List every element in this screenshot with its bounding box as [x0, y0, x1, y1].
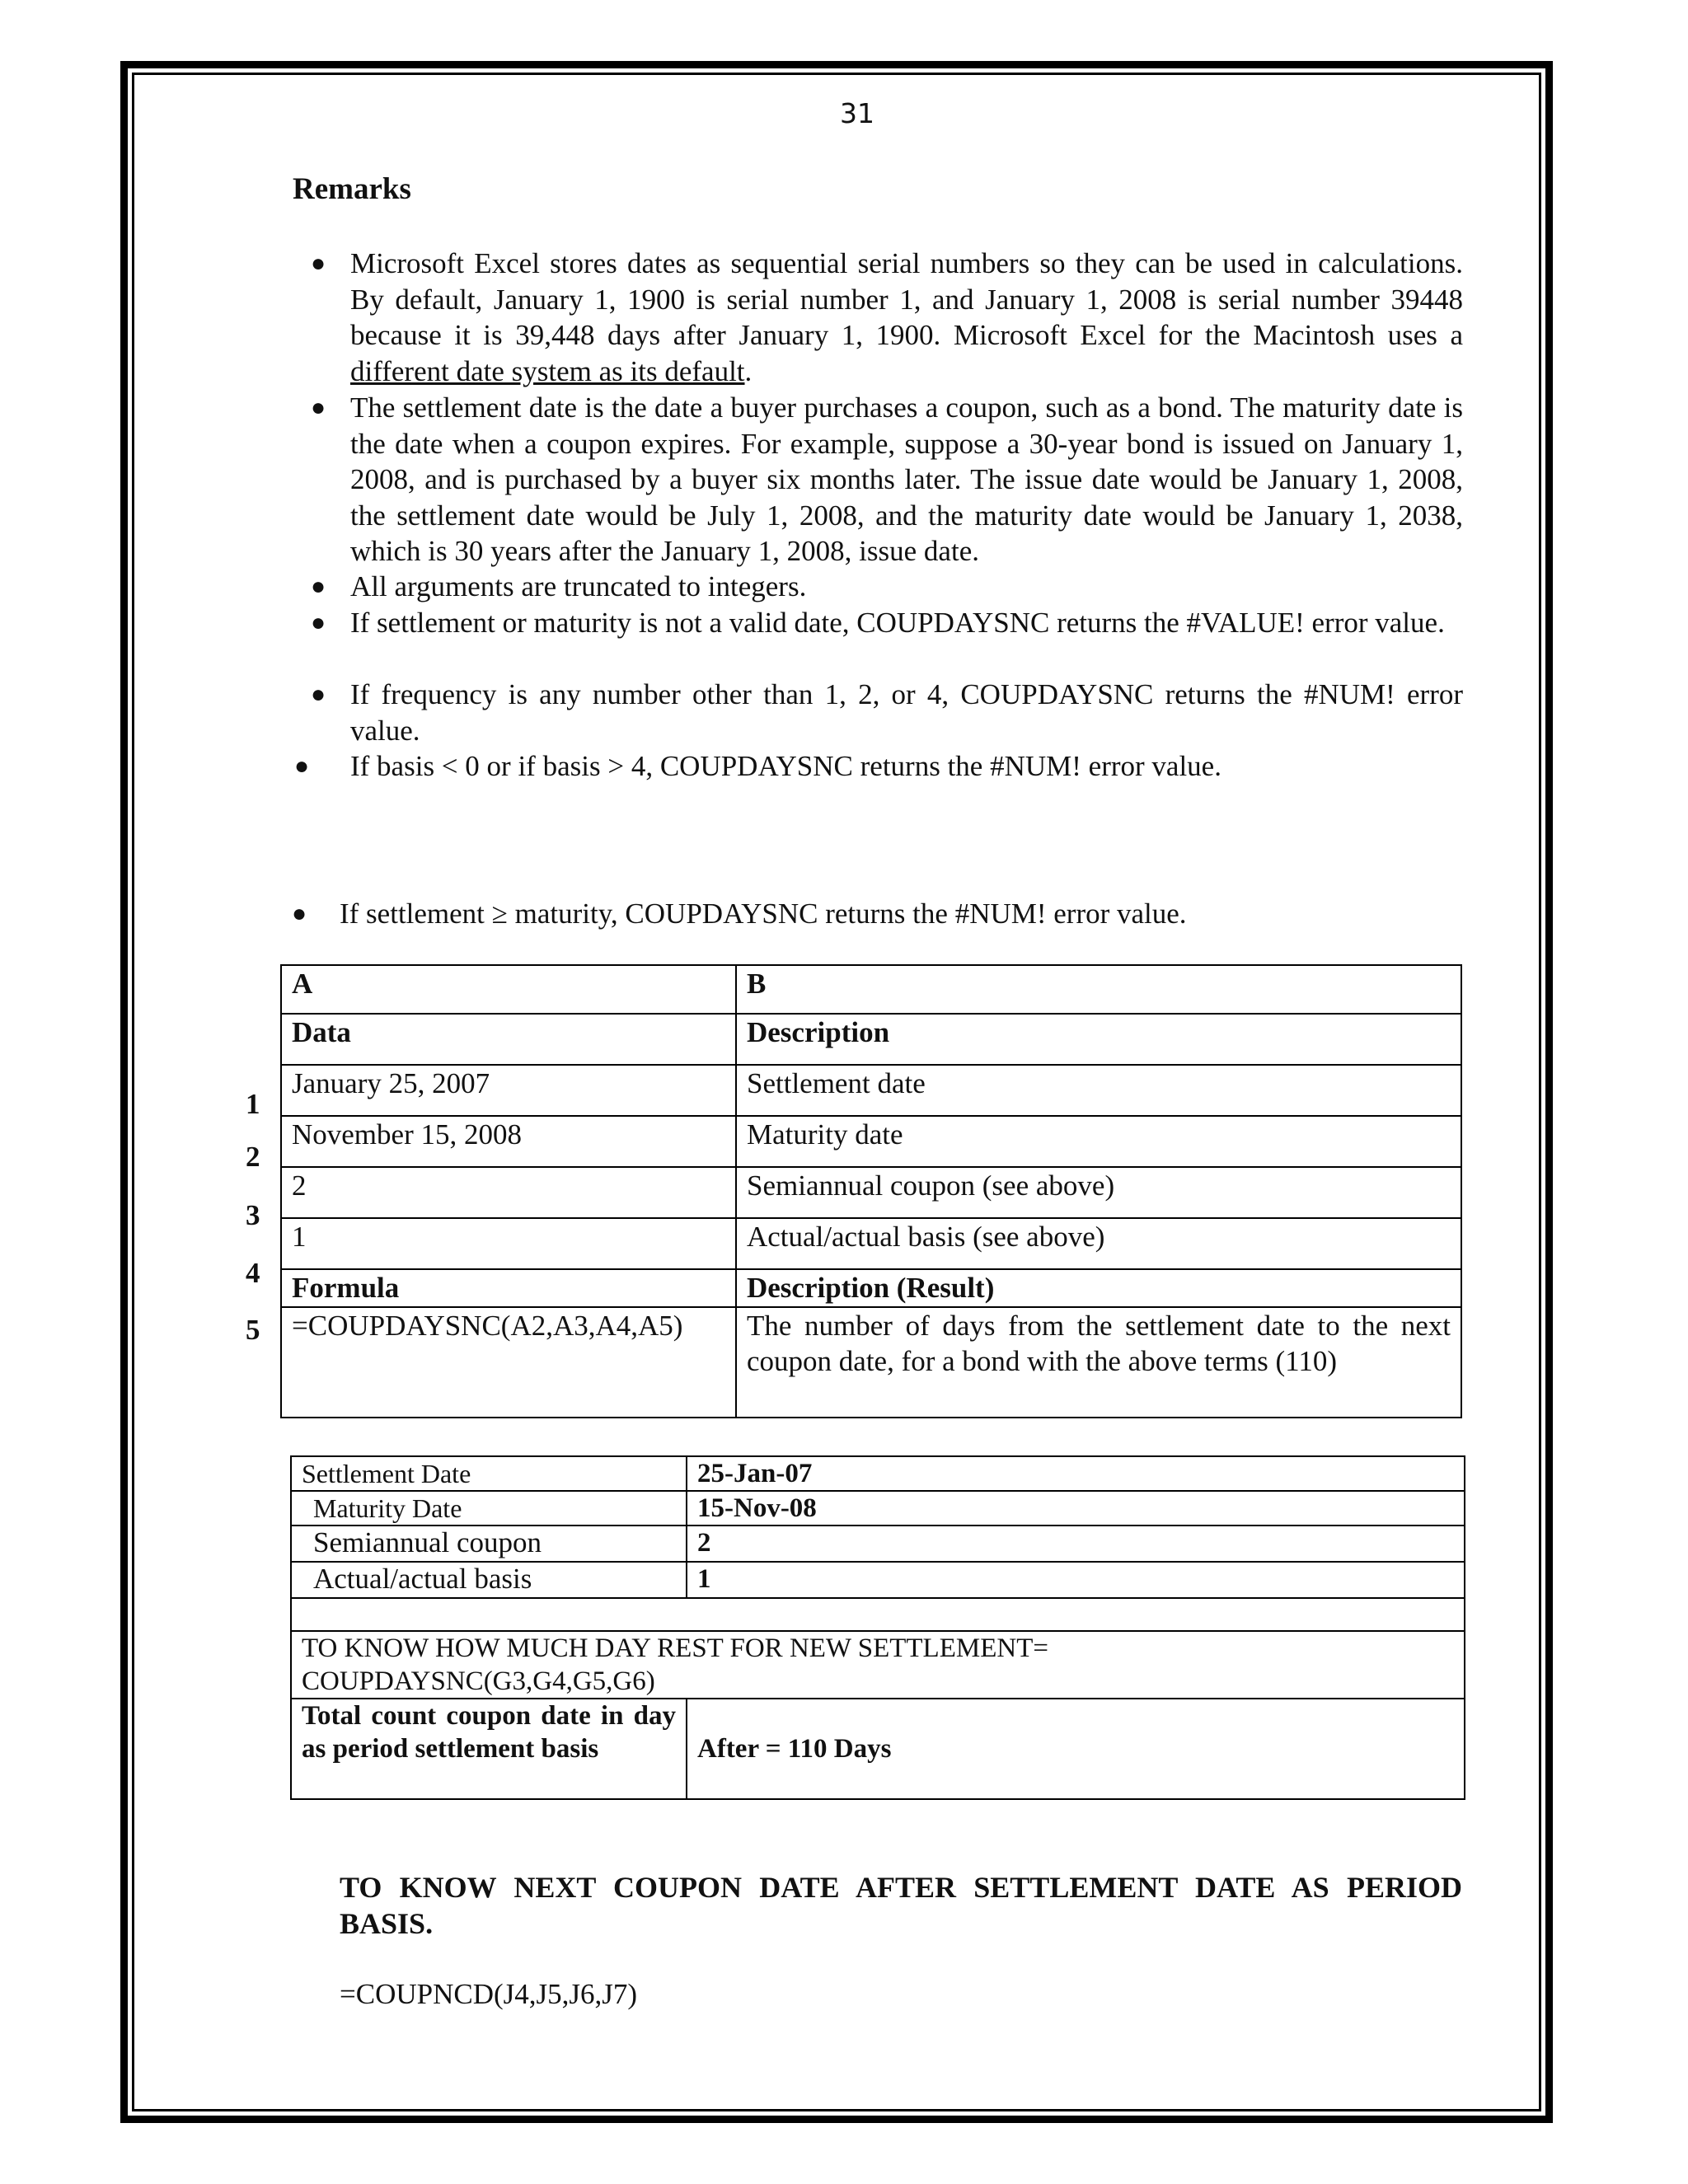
- row-number: 2: [246, 1141, 260, 1173]
- summary-value: 1: [687, 1562, 1465, 1598]
- bullet-text: If settlement or maturity is not a valid date, COUPDAYSNC returns the #VALUE! error value.: [350, 607, 1445, 639]
- summary-total-row: [291, 1699, 1465, 1799]
- bullet-icon: ●: [311, 250, 326, 277]
- example-table: [280, 964, 1462, 1418]
- column-letter-a: A: [281, 965, 736, 1014]
- next-coupon-formula: =COUPNCD(J4,J5,J6,J7): [340, 1978, 638, 2010]
- row-number: 5: [246, 1314, 260, 1346]
- summary-note-row: [291, 1631, 1465, 1699]
- bullet-item: [311, 246, 1463, 389]
- summary-row: [291, 1456, 1465, 1491]
- header-description: Description: [736, 1014, 1461, 1065]
- summary-label: Semiannual coupon: [291, 1526, 687, 1562]
- page-number: 31: [840, 97, 874, 129]
- remarks-heading: Remarks: [293, 172, 411, 206]
- summary-note-cell: [291, 1631, 1465, 1699]
- summary-empty-cell: [291, 1598, 1465, 1631]
- summary-total-value: After = 110 Days: [687, 1699, 1465, 1799]
- formula-header-row: [281, 1269, 1461, 1307]
- formula-row: [281, 1307, 1461, 1418]
- summary-table: [290, 1455, 1465, 1800]
- row-number: 1: [246, 1088, 260, 1120]
- bullet-item: [292, 896, 1462, 932]
- summary-note-formula: COUPDAYSNC(G3,G4,G5,G6): [302, 1666, 655, 1696]
- bullet-icon: ●: [294, 752, 310, 780]
- bullet-icon: ●: [311, 573, 326, 600]
- bullet-text: The settlement date is the date a buyer purchases a coupon, such as a bond. The maturity date is the date when a coupon expires. For example, suppose a 30-year bond is issued on January 1, 2008, and is purchased by a buyer six months later. The issue date would be January 1, 2008, the settlement date would be July 1, 2008, and the maturity date would be January 1, 2038, which is 30 years after the January 1, 2008, issue date.: [350, 391, 1463, 567]
- bullet-text: If basis < 0 or if basis > 4, COUPDAYSNC returns the #NUM! error value.: [350, 750, 1221, 782]
- cell-description: Settlement date: [736, 1065, 1461, 1116]
- cell-formula-description: The number of days from the settlement date to the next coupon date, for a bond with the above terms (110): [736, 1307, 1461, 1418]
- bullet-item: [311, 569, 1463, 605]
- cell-description: Actual/actual basis (see above): [736, 1218, 1461, 1269]
- summary-spacer-row: [291, 1598, 1465, 1631]
- summary-row: [291, 1526, 1465, 1562]
- bullet-text: If frequency is any number other than 1, 2, or 4, COUPDAYSNC returns the #NUM! error value.: [350, 678, 1463, 747]
- next-coupon-heading: TO KNOW NEXT COUPON DATE AFTER SETTLEMENT DATE AS PERIOD BASIS.: [340, 1871, 1462, 1940]
- column-letter-row: [281, 965, 1461, 1014]
- cell-data: 2: [281, 1167, 736, 1218]
- cell-description: Maturity date: [736, 1116, 1461, 1167]
- bullet-text: If settlement ≥ maturity, COUPDAYSNC returns the #NUM! error value.: [340, 898, 1187, 930]
- date-system-link[interactable]: different date system as its default: [350, 354, 745, 387]
- bullet-item: [311, 605, 1463, 641]
- summary-label: Maturity Date: [291, 1491, 687, 1526]
- bullet-icon: ●: [311, 394, 326, 421]
- bullet-item: [311, 390, 1463, 569]
- table-row: [281, 1218, 1461, 1269]
- summary-label: Actual/actual basis: [291, 1562, 687, 1598]
- table-row: [281, 1116, 1461, 1167]
- summary-value: 25-Jan-07: [687, 1456, 1465, 1491]
- cell-data: 1: [281, 1218, 736, 1269]
- cell-description: Semiannual coupon (see above): [736, 1167, 1461, 1218]
- header-data: Data: [281, 1014, 736, 1065]
- row-number: 3: [246, 1199, 260, 1231]
- summary-value: 15-Nov-08: [687, 1491, 1465, 1526]
- bullet-item: [311, 677, 1463, 748]
- bullet-text-tail: .: [744, 354, 753, 387]
- bullet-text: Microsoft Excel stores dates as sequential serial numbers so they can be used in calculations. By default, January 1, 1900 is serial number 1, and January 1, 2008 is serial number 39448 because it is 39,448 days after January 1, 1900. Microsoft Excel for the Macintosh uses a: [350, 247, 1463, 351]
- bullet-icon: ●: [292, 900, 307, 927]
- summary-row: [291, 1562, 1465, 1598]
- table-row: [281, 1167, 1461, 1218]
- row-number: 4: [246, 1257, 260, 1289]
- header-description-result: Description (Result): [736, 1269, 1461, 1307]
- header-formula: Formula: [281, 1269, 736, 1307]
- summary-label: Settlement Date: [291, 1456, 687, 1491]
- cell-data: November 15, 2008: [281, 1116, 736, 1167]
- summary-value: 2: [687, 1526, 1465, 1562]
- header-row: [281, 1014, 1461, 1065]
- bullet-text: All arguments are truncated to integers.: [350, 570, 807, 602]
- bullet-icon: ●: [311, 681, 326, 708]
- cell-data: January 25, 2007: [281, 1065, 736, 1116]
- cell-formula: =COUPDAYSNC(A2,A3,A4,A5): [281, 1307, 736, 1418]
- summary-note-line: TO KNOW HOW MUCH DAY REST FOR NEW SETTLEMENT=: [302, 1633, 1048, 1663]
- summary-row: [291, 1491, 1465, 1526]
- bullet-item: [294, 748, 1463, 785]
- table-row: [281, 1065, 1461, 1116]
- summary-total-label: Total count coupon date in day as period settlement basis: [291, 1699, 687, 1799]
- column-letter-b: B: [736, 965, 1461, 1014]
- bullet-icon: ●: [311, 609, 326, 636]
